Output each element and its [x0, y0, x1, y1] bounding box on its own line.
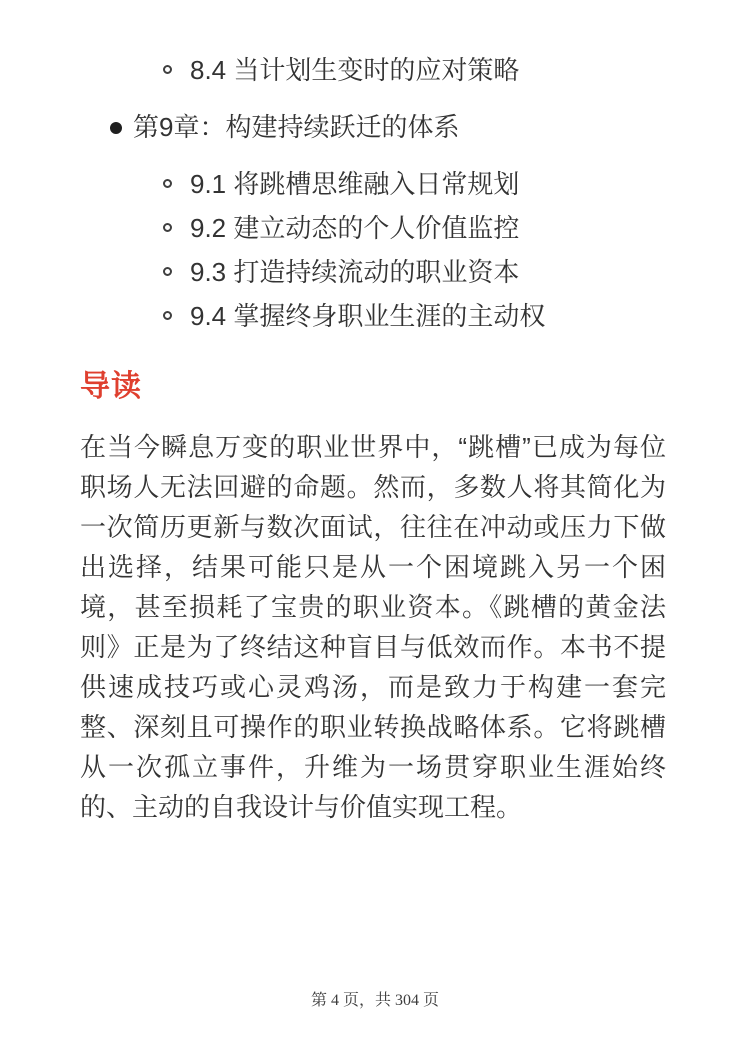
toc-item-label: 8.4 当计划生变时的应对策略 [190, 55, 520, 85]
intro-paragraph: 在当今瞬息万变的职业世界中，“跳槽”已成为每位职场人无法回避的命题。然而，多数人将其简化为一次简历更新与数次面试，往往在冲动或压力下做出选择，结果可能只是从一个困境跳入另一个困境，甚至损耗了宝贵的职业资本。《跳槽的黄金法则》正是为了终结这种盲目与低效而作。本书不提供速成技巧或心灵鸡汤，而是致力于构建一套完整、深刻且可操作的职业转换战略体系。它将跳槽从一次孤立事件，升维为一场贯穿职业生涯始终的、主动的自我设计与价值实现工程。 [80, 432, 666, 822]
page-number-indicator: 第 4 页，共 304 页 [310, 992, 439, 1009]
circle-bullet-icon [163, 179, 172, 188]
document-page [0, 55, 750, 1009]
circle-bullet-icon [163, 223, 172, 232]
circle-bullet-icon [163, 267, 172, 276]
toc-item-label: 9.2 建立动态的个人价值监控 [190, 213, 520, 243]
circle-bullet-icon [163, 65, 172, 74]
toc-item-label: 9.1 将跳槽思维融入日常规划 [190, 169, 520, 199]
disc-bullet-icon [110, 122, 122, 134]
toc-item [0, 55, 750, 85]
toc-item-label: 第9章：构建持续跃迁的体系 [133, 112, 460, 142]
toc-item [0, 301, 750, 331]
toc-item [0, 213, 750, 243]
toc-item-label: 9.3 打造持续流动的职业资本 [190, 257, 520, 287]
toc-item-label: 9.4 掌握终身职业生涯的主动权 [190, 301, 546, 331]
section-heading: 导读 [80, 370, 142, 403]
toc-item [0, 169, 750, 199]
toc-chapter-item [0, 112, 750, 142]
circle-bullet-icon [163, 311, 172, 320]
table-of-contents [0, 55, 750, 331]
toc-item [0, 257, 750, 287]
